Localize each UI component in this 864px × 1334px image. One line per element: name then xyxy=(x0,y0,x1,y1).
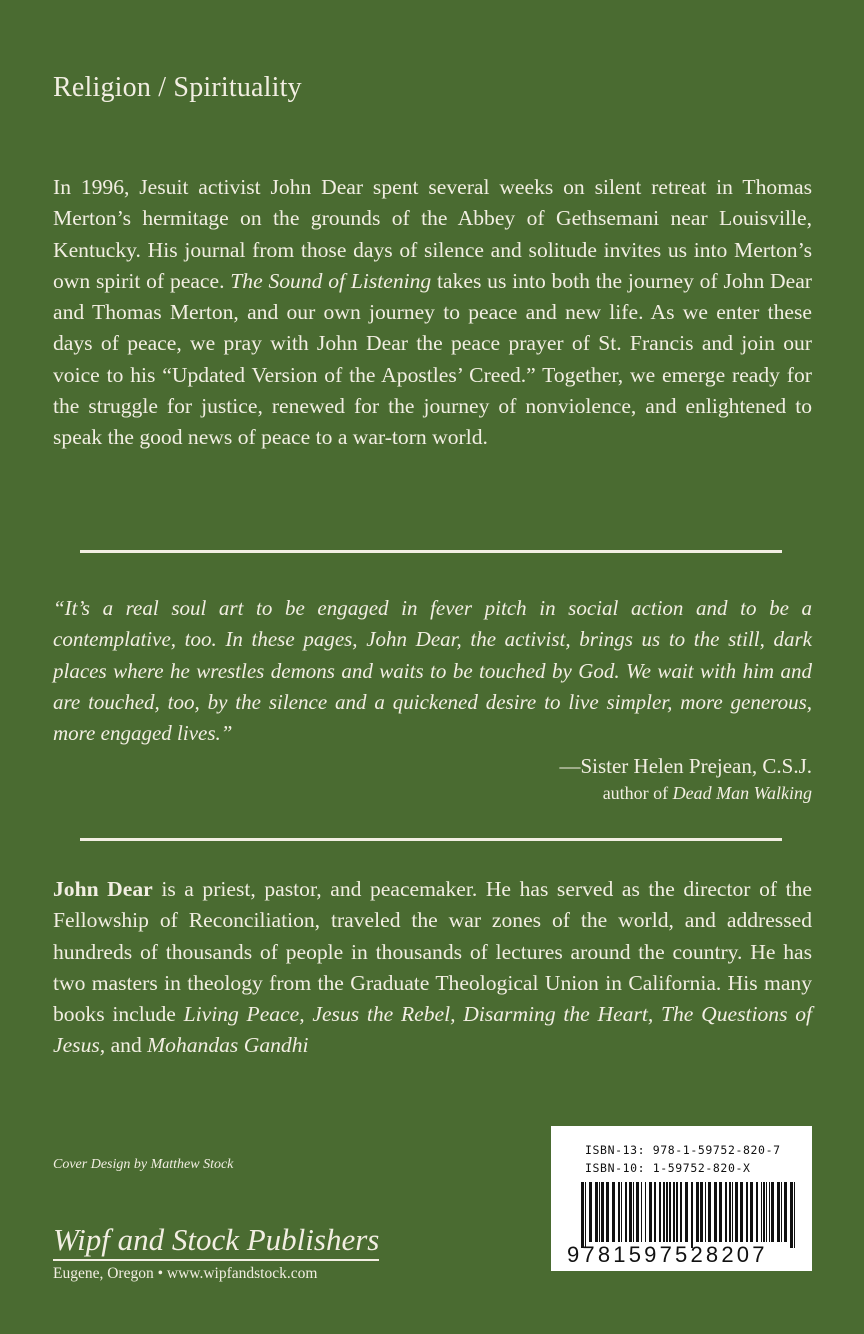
isbn-10: ISBN-10: 1-59752-820-X xyxy=(585,1161,751,1175)
endorser-role xyxy=(559,780,812,806)
bio-text: is a priest, pastor, and peacemaker. He has served as the director of the Fellowship of Reconciliation, traveled the war zones of the world, and addressed hundreds of thousands of people in thousands of lectures around the country. He has two masters in theology from the Graduate Theological Union in California. His many books include xyxy=(53,877,812,1027)
barcode-bar xyxy=(599,1182,600,1242)
barcode-bar xyxy=(663,1182,665,1242)
description-text-2: takes us into both the journey of John Dear and Thomas Merton, and our own journey to peace and new life. As we enter these days of peace, we pray with John Dear the peace prayer of St. Francis and join our voice to his “Updated Version of the Apostles’ Creed.” Together, we emerge ready for the struggle for justice, renewed for the journey of nonviolence, and enlightened to speak the good news of peace to a war-torn world. xyxy=(53,268,812,450)
barcode-bar xyxy=(756,1182,758,1242)
barcode-bar xyxy=(700,1182,703,1242)
barcode-bar xyxy=(676,1182,678,1242)
barcode-bar xyxy=(581,1182,584,1248)
book-description xyxy=(53,172,812,454)
barcode-bar xyxy=(673,1182,675,1242)
barcode-bar xyxy=(705,1182,706,1242)
publisher-separator: • xyxy=(157,1265,164,1282)
barcode-bar xyxy=(585,1182,586,1248)
barcode-bar xyxy=(645,1182,646,1242)
publisher-name: Wipf and Stock Publishers xyxy=(53,1222,379,1261)
endorser-book-title: Dead Man Walking xyxy=(672,783,812,803)
barcode-bar xyxy=(777,1182,780,1242)
barcode-bar xyxy=(618,1182,620,1242)
barcode-bar xyxy=(771,1182,774,1242)
barcode-bar xyxy=(735,1182,738,1242)
isbn-13: ISBN-13: 978-1-59752-820-7 xyxy=(585,1143,781,1157)
barcode-bar xyxy=(784,1182,787,1242)
bio-conjunction: and xyxy=(105,1033,148,1058)
barcode-bar xyxy=(669,1182,671,1242)
barcode-bar xyxy=(769,1182,770,1242)
barcode-bar xyxy=(714,1182,717,1242)
cover-design-credit: Cover Design by Matthew Stock xyxy=(53,1157,234,1172)
barcode-bar xyxy=(659,1182,661,1242)
barcode-bar xyxy=(729,1182,731,1242)
barcode-bar xyxy=(766,1182,767,1242)
endorsement-quote: “It’s a real soul art to be engaged in fever pitch in social action and to be a contemplative, too. In these pages, John Dear, the activist, brings us to the still, dark places where he wrestles demons and waits to be touched by God. We wait with him and are touched, too, by the silence and a quickened desire to live simpler, more generous, more engaged lives.” xyxy=(53,596,812,746)
barcode-bar xyxy=(790,1182,793,1248)
endorser-name: —Sister Helen Prejean, C.S.J. xyxy=(559,754,812,778)
book-title: The Sound of Listening xyxy=(230,268,432,293)
barcode-bar xyxy=(625,1182,627,1242)
author-name: John Dear xyxy=(53,877,153,901)
barcode-bar xyxy=(725,1182,727,1242)
barcode-bar xyxy=(685,1182,688,1242)
endorsement-attribution xyxy=(559,752,812,806)
endorser-role-prefix: author of xyxy=(602,783,673,803)
barcode-bar xyxy=(654,1182,656,1242)
isbn-barcode-box xyxy=(551,1126,812,1271)
description-text-1: In 1996, Jesuit activist John Dear spent several weeks on silent retreat in Thomas Merton’s hermitage on the grounds of the Abbey of Gethsemani near Louisville, Kentucky. His journal from those days of silence and solitude invites us into Merton’s own spirit of peace. xyxy=(53,175,812,293)
publisher-info xyxy=(53,1265,379,1283)
barcode-bar xyxy=(641,1182,642,1242)
divider-bottom xyxy=(80,838,782,841)
barcode-digits: 9781597528207 xyxy=(567,1242,768,1267)
barcode-bar xyxy=(691,1182,693,1248)
bio-last-book: Mohandas Gandhi xyxy=(147,1033,309,1058)
barcode-bar xyxy=(746,1182,748,1242)
barcode-bar xyxy=(621,1182,622,1242)
publisher-website: www.wipfandstock.com xyxy=(166,1265,318,1282)
barcode-bar xyxy=(708,1182,711,1242)
barcode-bar xyxy=(781,1182,782,1242)
barcode-bar xyxy=(606,1182,609,1242)
barcode-bar xyxy=(794,1182,795,1248)
barcode-bar xyxy=(633,1182,634,1242)
barcode-bar xyxy=(763,1182,765,1242)
barcode-bar xyxy=(696,1182,699,1242)
barcode-bar xyxy=(601,1182,604,1242)
barcode-bar xyxy=(595,1182,598,1242)
barcode-bar xyxy=(636,1182,639,1242)
divider-top xyxy=(80,550,782,553)
barcode-bar xyxy=(680,1182,682,1242)
bio-books: Living Peace, Jesus the Rebel, Disarming the Heart, The Questions of Jesus, xyxy=(53,1002,812,1058)
barcode-bar xyxy=(750,1182,753,1242)
barcode-bar xyxy=(719,1182,722,1242)
barcode-bar xyxy=(666,1182,668,1242)
barcode-bar xyxy=(732,1182,733,1242)
barcode-bar xyxy=(629,1182,632,1242)
barcode-bar xyxy=(761,1182,762,1242)
author-bio xyxy=(53,874,812,1062)
category-label: Religion / Spirituality xyxy=(53,72,302,103)
barcode-bar xyxy=(740,1182,743,1242)
barcode-bar xyxy=(612,1182,615,1242)
publisher-block xyxy=(53,1222,379,1283)
barcode-bar xyxy=(589,1182,592,1242)
publisher-location: Eugene, Oregon xyxy=(53,1265,154,1282)
barcode-bar xyxy=(649,1182,652,1242)
